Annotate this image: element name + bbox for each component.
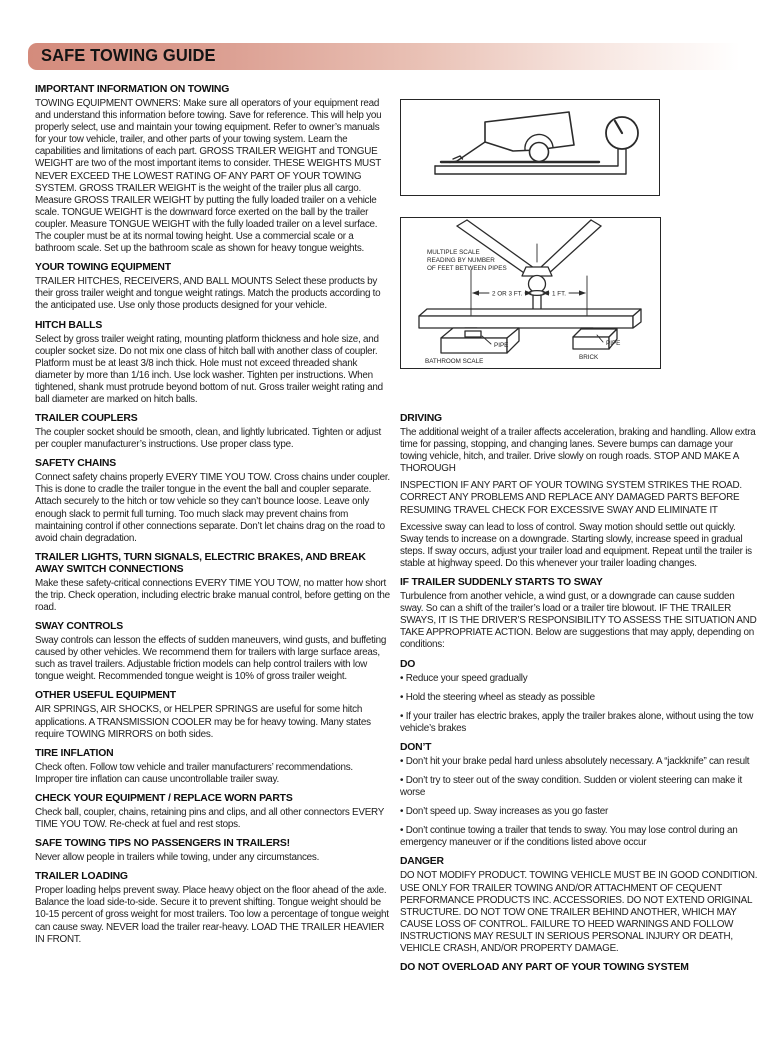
section-paragraph: Excessive sway can lead to loss of control. Sway motion should settle out quickly. Sway tends to increase on a downgrade. Starting slowly, increase speed in gradual steps. If sway occurs, adjust your trailer load and equipment. Repeat until the trailer is stable at highway speed. Do this whenever your trailer loading changes.	[400, 521, 752, 569]
section-paragraph: The additional weight of a trailer affects acceleration, braking and handling. Allow extra time for passing, stopping, and changing lanes. Severe bumps can damage your towing vehicle, hitch, and trailer. Drive slowly on rough roads. STOP AND MAKE A THOROUGH	[400, 427, 756, 475]
section-paragraph: The coupler socket should be smooth, clean, and lightly lubricated. Tighten or adjust per coupler manufacturer’s instructions. Use proper class type.	[35, 427, 381, 451]
section-heading: TRAILER LOADING	[35, 871, 128, 883]
figure-note-line2: READING BY NUMBER	[427, 257, 495, 264]
dont-list-item: • Don’t hit your brake pedal hard unless absolutely necessary. A “jackknife” can result	[400, 756, 758, 768]
figure-note-line1: MULTIPLE SCALE	[427, 249, 480, 256]
dont-list-item: • Don’t speed up. Sway increases as you go faster	[400, 806, 758, 818]
right-column	[400, 84, 758, 976]
section-paragraph: Connect safety chains properly EVERY TIME YOU TOW. Cross chains under coupler. This is done to cradle the trailer tongue in the event the ball and coupler separate. Attach securely to the hitch or tow vehicle so they can’t bounce loose. Leave only enough slack to permit full turning. Too much slack may prevent chains from maintaining control if other connections separate. Don’t let chains drag on the road to avoid chain degradation.	[35, 472, 390, 544]
section-paragraph: Make these safety-critical connections EVERY TIME YOU TOW, no matter how short the trip. Check operation, including electric brake manual control, before getting on the road.	[35, 577, 390, 613]
section-heading: YOUR TOWING EQUIPMENT	[35, 262, 171, 274]
section-heading: OTHER USEFUL EQUIPMENT	[35, 690, 176, 702]
left-column	[35, 84, 391, 951]
section-heading: SAFETY CHAINS	[35, 458, 116, 470]
pipe-right-label: PIPE	[606, 340, 621, 347]
figure-note-line3: OF FEET BETWEEN PIPES	[427, 265, 507, 272]
section-heading-sway: IF TRAILER SUDDENLY STARTS TO SWAY	[400, 577, 603, 589]
section-paragraph: Never allow people in trailers while towing, under any circumstances.	[35, 852, 320, 864]
tongue-weight-scale-figure	[400, 99, 660, 196]
dimension-right-label: 1 FT.	[552, 290, 566, 298]
trailer-wheel-icon	[530, 143, 549, 162]
bathroom-scale-method-drawing	[401, 218, 658, 366]
section-heading: SAFE TOWING TIPS NO PASSENGERS IN TRAILERS!	[35, 838, 290, 850]
section-heading-danger: DANGER	[400, 856, 444, 868]
section-paragraph: Check often. Follow tow vehicle and trailer manufacturers’ recommendations. Improper tire inflation can cause uncontrollable trailer sway.	[35, 761, 353, 785]
section-heading: IMPORTANT INFORMATION ON TOWING	[35, 84, 230, 95]
section-paragraph: Select by gross trailer weight rating, mounting platform thickness and hole size, and coupler socket size. Do not mix one class of hitch ball with another class of coupler. Platform must be at least 3/8 inch thick. Hole must not exceed threaded shank diameter by more than 1/16 inch. Use lock washer. Tighten per instructions. When tightened, shank must protrude beyond bottom of nut. Gross trailer weight rating and ball diameter are marked on hitch balls.	[35, 333, 383, 405]
bathroom-scale-label: BATHROOM SCALE	[425, 358, 484, 365]
do-list-item: • Hold the steering wheel as steady as possible	[400, 692, 758, 704]
section-heading: TIRE INFLATION	[35, 747, 114, 759]
beam-icon	[419, 309, 641, 316]
section-heading: HITCH BALLS	[35, 319, 103, 331]
dont-list-item: • Don’t try to steer out of the sway condition. Sudden or violent steering can make it worse	[400, 775, 758, 799]
section-paragraph: Turbulence from another vehicle, a wind gust, or a downgrade can cause sudden sway. So can a shift of the trailer’s load or a trailer tire blowout. IF THE TRAILER SWAYS, IT IS THE DRIVER’S RESPONSIBILITY TO ASSESS THE SITUATION AND TAKE APPROPRIATE ACTION. Below are suggestions that may apply, depending on conditions:	[400, 591, 757, 651]
brick-label: BRICK	[579, 354, 599, 361]
section-heading: TRAILER LIGHTS, TURN SIGNALS, ELECTRIC BRAKES, AND BREAK AWAY SWITCH CONNECTIONS	[35, 551, 366, 575]
title-bar	[28, 43, 740, 70]
dimension-left-label: 2 OR 3 FT.	[492, 290, 523, 298]
section-heading-overload: DO NOT OVERLOAD ANY PART OF YOUR TOWING SYSTEM	[400, 962, 689, 974]
do-list-item: • If your trailer has electric brakes, apply the trailer brakes alone, without using the tow vehicle’s brakes	[400, 711, 758, 735]
section-paragraph: DO NOT MODIFY PRODUCT. TOWING VEHICLE MUST BE IN GOOD CONDITION. USE ONLY FOR TRAILER TOWING AND/OR ATTACHMENT OF CEQUENT PERFORMANCE PRODUCTS INC. ACCESSORIES. DO NOT EXTEND ORIGINAL STRUCTURE. DO NOT TOW ONE TRAILER BEHIND ANOTHER, WHICH MAY CAUSE LOSS OF CONTROL. FAILURE TO HEED WARNINGS AND FOLLOW INSTRUCTIONS MAY RESULT IN SERIOUS PERSONAL INJURY OR DEATH, VEHICLE CRASH, AND/OR PROPERTY DAMAGE.	[400, 870, 758, 954]
pipe-left-label: PIPE	[494, 342, 509, 349]
tongue-weight-scale-drawing	[401, 100, 657, 193]
section-paragraph: INSPECTION IF ANY PART OF YOUR TOWING SYSTEM STRIKES THE ROAD. CORRECT ANY PROBLEMS AND REPLACE ANY DAMAGED PARTS BEFORE RESUMING TRAVEL CHECK FOR EXCESSIVE SWAY AND ELIMINATE IT	[400, 480, 742, 516]
section-paragraph: TRAILER HITCHES, RECEIVERS, AND BALL MOUNTS Select these products by their gross trailer weight and tongue weight ratings. Match the products according to the anticipated use. Use only those products designed for your vehicle.	[35, 276, 381, 312]
section-paragraph: Sway controls can lesson the effects of sudden maneuvers, wind gusts, and buffeting caused by other vehicles. We recommend them for trailers with large surface areas, such as travel trailers. Adjustable friction models can help control trailers with low tongue weight. Recommended tongue weight is 10% of gross trailer weight.	[35, 635, 387, 683]
page-title: SAFE TOWING GUIDE	[41, 46, 216, 66]
section-heading: SWAY CONTROLS	[35, 621, 124, 633]
trailer-icon	[485, 112, 574, 151]
section-heading-dont: DON’T	[400, 741, 432, 753]
section-paragraph: AIR SPRINGS, AIR SHOCKS, or HELPER SPRINGS are useful for some hitch applications. A TRANSMISSION COOLER may be for heavy towing. Many states require TOWING MIRRORS on both sides.	[35, 704, 371, 740]
coupler-icon	[522, 267, 552, 276]
section-heading: TRAILER COUPLERS	[35, 413, 138, 425]
section-heading-do: DO	[400, 658, 416, 670]
bathroom-scale-method-figure	[400, 217, 661, 369]
dont-list-item: • Don’t continue towing a trailer that tends to sway. You may lose control during an emergency maneuver or if the conditions listed above occur	[400, 825, 758, 849]
section-paragraph: TOWING EQUIPMENT OWNERS: Make sure all operators of your equipment read and understand this information before towing. Save for reference. This will help you properly select, use and maintain your towing equipment. Refer to owner’s manuals for your tow vehicle, trailer, and other parts of your towing system. Learn the capabilities and limitations of each part. GROSS TRAILER WEIGHT and TONGUE WEIGHT are two of the most important items to consider. THESE WEIGHTS MUST NEVER EXCEED THE LOWEST RATING OF ANY PART OF YOUR TOWING SYSTEM. GROSS TRAILER WEIGHT is the weight of the trailer plus all cargo. Measure GROSS TRAILER WEIGHT by putting the fully loaded trailer on a vehicle scale. TONGUE WEIGHT is the downward force exerted on the ball by the trailer coupler. Measure TONGUE WEIGHT with the fully loaded trailer on a level surface. The coupler must be at its normal towing height. Use a commercial scale or a bathroom scale. Set up the bathroom scale as shown for heavy tongue weights.	[35, 98, 382, 255]
section-heading: CHECK YOUR EQUIPMENT / REPLACE WORN PARTS	[35, 792, 293, 804]
do-list-item: • Reduce your speed gradually	[400, 673, 758, 685]
section-heading-driving: DRIVING	[400, 413, 442, 424]
section-paragraph: Proper loading helps prevent sway. Place heavy object on the floor ahead of the axle. Balance the load side-to-side. Secure it to prevent shifting. Tongue weight should be 10-15 percent of gross weight for most trailers. Too low a percentage of tongue weight can cause sway. NEVER load the trailer rear-heavy. LOAD THE TRAILER HEAVIER IN FRONT.	[35, 885, 389, 945]
section-paragraph: Check ball, coupler, chains, retaining pins and clips, and all other connectors EVERY TIME YOU TOW. Re-check at fuel and rest stops.	[35, 806, 384, 831]
